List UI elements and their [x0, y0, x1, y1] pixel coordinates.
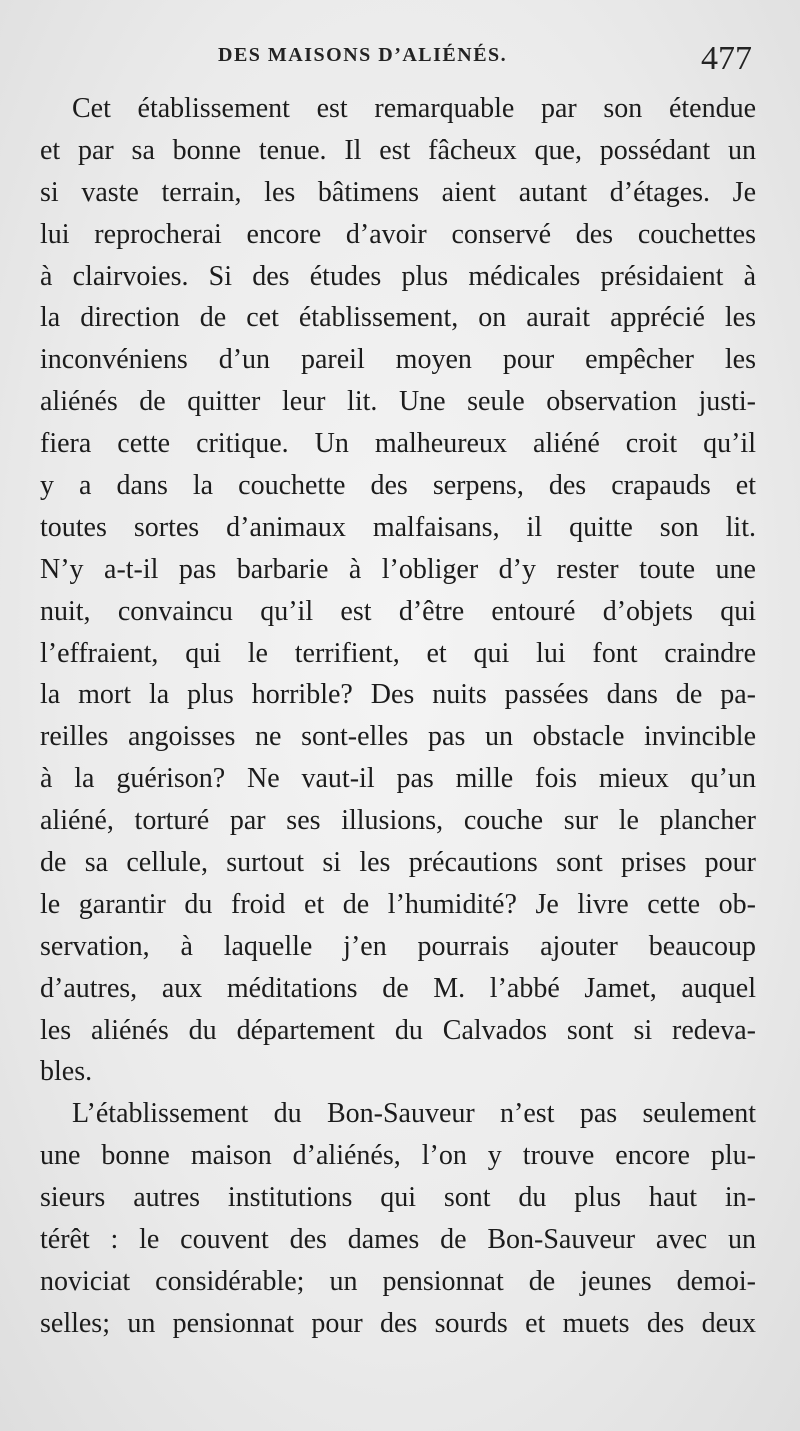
text-line: de sa cellule, surtout si les précautions sont prises pour: [40, 847, 756, 879]
text-line: aliéné, torturé par ses illusions, couche sur le plancher: [40, 805, 756, 837]
page-number: 477: [701, 40, 752, 77]
text-line: la mort la plus horrible? Des nuits passées dans de pa-: [40, 679, 756, 711]
text-line: N’y a-t-il pas barbarie à l’obliger d’y rester toute une: [40, 553, 756, 585]
text-line: térêt : le couvent des dames de Bon-Sauveur avec un: [40, 1224, 756, 1256]
text-line: noviciat considérable; un pensionnat de jeunes demoi-: [40, 1265, 756, 1297]
text-line: toutes sortes d’animaux malfaisans, il quitte son lit.: [40, 511, 756, 543]
text-line: et par sa bonne tenue. Il est fâcheux que, possédant un: [40, 134, 756, 166]
text-line: Cet établissement est remarquable par son étendue: [72, 93, 756, 124]
text-line: reilles angoisses ne sont-elles pas un obstacle invincible: [40, 721, 756, 753]
paragraph-2: [40, 1093, 756, 1344]
running-head: [40, 40, 760, 80]
body-text: [40, 88, 756, 1345]
text-line: sieurs autres institutions qui sont du plus haut in-: [40, 1182, 756, 1214]
text-line: l’effraient, qui le terrifient, et qui lui font craindre: [40, 637, 756, 669]
text-line: le garantir du froid et de l’humidité? Je livre cette ob-: [40, 888, 756, 920]
text-line: L’établissement du Bon-Sauveur n’est pas seulement: [72, 1098, 756, 1130]
text-line: inconvéniens d’un pareil moyen pour empêcher les: [40, 344, 756, 376]
text-line: à la guérison? Ne vaut-il pas mille fois mieux qu’un: [40, 763, 756, 795]
text-line: une bonne maison d’aliénés, l’on y trouve encore plu-: [40, 1140, 756, 1172]
text-line: bles.: [40, 1056, 93, 1088]
text-line: la direction de cet établissement, on aurait apprécié les: [40, 302, 756, 334]
paragraph-1: [40, 88, 756, 1093]
text-line: y a dans la couchette des serpens, des crapauds et: [40, 470, 756, 502]
text-line: fiera cette critique. Un malheureux aliéné croit qu’il: [40, 428, 756, 460]
text-line: selles; un pensionnat pour des sourds et muets des deux: [40, 1307, 756, 1339]
text-line: les aliénés du département du Calvados sont si redeva-: [40, 1014, 756, 1046]
running-head-title: DES MAISONS D’ALIÉNÉS.: [218, 44, 508, 66]
text-line: si vaste terrain, les bâtimens aient autant d’étages. Je: [40, 176, 756, 208]
text-line: à clairvoies. Si des études plus médicales présidaient à: [40, 260, 756, 292]
text-line: nuit, convaincu qu’il est d’être entouré d’objets qui: [40, 595, 756, 627]
text-line: servation, à laquelle j’en pourrais ajouter beaucoup: [40, 930, 756, 962]
text-line: lui reprocherai encore d’avoir conservé des couchettes: [40, 218, 756, 250]
text-line: d’autres, aux méditations de M. l’abbé Jamet, auquel: [40, 972, 756, 1004]
text-line: aliénés de quitter leur lit. Une seule observation justi-: [40, 386, 756, 418]
